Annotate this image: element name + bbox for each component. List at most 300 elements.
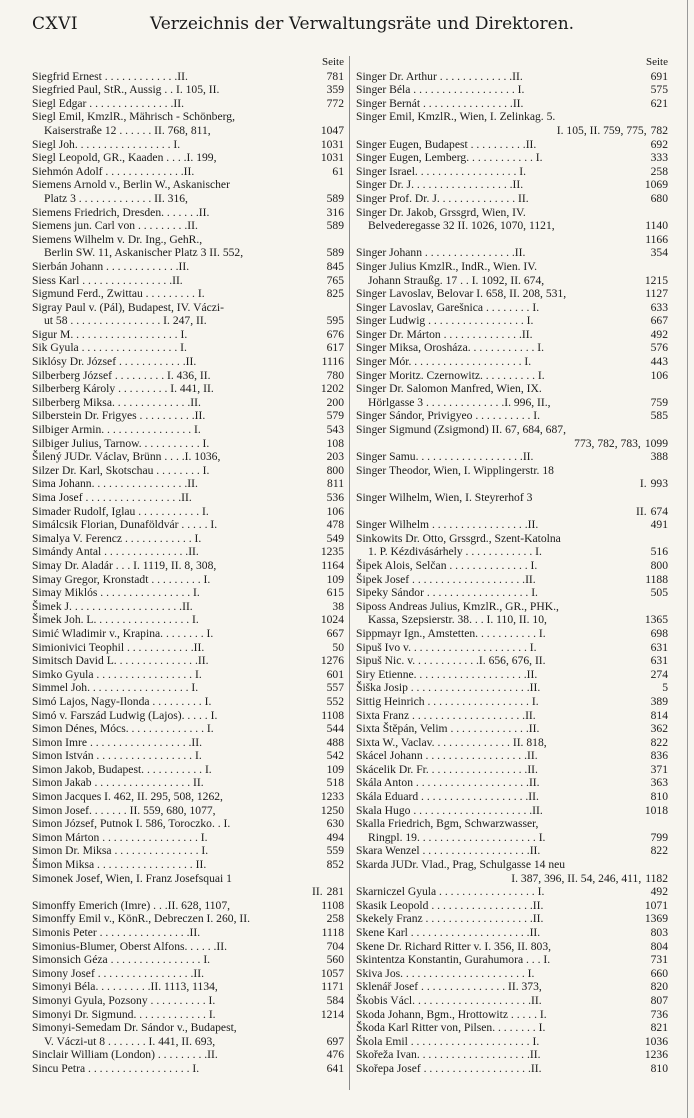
index-entry [32, 967, 344, 981]
index-entry [356, 627, 668, 641]
entry-text: Simon Jacques I. 462, II. 295, 508, 1262, [32, 790, 223, 804]
index-entry [32, 437, 344, 451]
entry-text: Simionivici Teophil . . . . . . . . . . . .II. [32, 640, 205, 654]
entry-page: 736 [650, 1007, 668, 1021]
index-entry [356, 165, 668, 179]
entry-text: Singer Wilhelm, Wien, I. Steyrerhof 3 [356, 491, 533, 504]
entry-text: 773, 782, 783, [574, 436, 641, 450]
entry-text: Singer Dr. J. . . . . . . . . . . . . . . . . .II. [356, 178, 524, 192]
entry-page: 274 [650, 667, 668, 681]
entry-page: 674 [650, 504, 668, 518]
entry-text: Skiva Jos. . . . . . . . . . . . . . . . . . . . . . I. [356, 966, 535, 980]
index-entry [356, 1048, 668, 1062]
entry-page: 660 [650, 966, 668, 980]
entry-text: Siegl Leopold, GR., Kaaden . . . .I. 199, [32, 151, 217, 165]
index-entry [356, 314, 668, 328]
entry-text: Simalya V. Ferencz . . . . . . . . . . . . I. [32, 531, 202, 545]
entry-text: Siegl Edgar . . . . . . . . . . . . . . .II. [32, 96, 184, 110]
entry-page: 359 [326, 83, 344, 97]
entry-text: Siegfried Paul, StR., Aussig . . I. 105, II. [32, 83, 220, 97]
entry-text: Skala Hugo . . . . . . . . . . . . . . . . . . . . .II. [356, 803, 543, 817]
index-entry [32, 545, 344, 559]
entry-page: 759 [650, 395, 668, 409]
entry-page: 800 [326, 463, 344, 477]
entry-page: 1116 [321, 355, 344, 369]
entry-text: Sittig Heinrich . . . . . . . . . . . . . . . . . . I. [356, 694, 539, 708]
entry-page: 354 [650, 246, 668, 260]
index-entry [32, 151, 344, 165]
entry-page: 589 [326, 219, 344, 233]
entry-text: Singer Eugen, Budapest . . . . . . . . . .II. [356, 137, 537, 151]
entry-text: Simay Gregor, Kronstadt . . . . . . . . . I. [32, 572, 211, 586]
entry-text: Sipeky Sándor . . . . . . . . . . . . . . . . . . I. [356, 586, 538, 600]
entry-text: Skarda JUDr. Vlad., Prag, Schulgasse 14 neu [356, 858, 566, 872]
entry-page: 443 [650, 355, 668, 369]
index-entry [356, 668, 668, 682]
index-entry [32, 464, 344, 478]
entry-page: 200 [326, 395, 344, 409]
entry-page: 505 [650, 586, 668, 600]
index-entry [32, 695, 344, 709]
entry-text: Silbiger Armin. . . . . . . . . . . . . . . . I. [32, 423, 201, 437]
index-entry [356, 97, 668, 111]
entry-text: Sixta Franz . . . . . . . . . . . . . . . . . . . .II. [356, 708, 536, 722]
index-entry [32, 586, 344, 600]
entry-text: Simonsich Géza . . . . . . . . . . . . . . . . I. [32, 953, 211, 967]
entry-page [664, 532, 668, 546]
entry-text: ut 58 . . . . . . . . . . . . . . . . I. 247, II. [44, 314, 207, 328]
index-entry [356, 613, 668, 627]
index-entry [356, 722, 668, 736]
entry-page: 820 [650, 980, 668, 994]
entry-text: Šimek J. . . . . . . . . . . . . . . . . . . .II. [32, 599, 193, 613]
entry-text: Singer Samu. . . . . . . . . . . . . . . . . . .II. [356, 450, 534, 464]
entry-page: 258 [326, 912, 344, 926]
entry-text: Skene Karl . . . . . . . . . . . . . . . . . . . . .II. [356, 926, 541, 939]
entry-page: 697 [326, 1034, 344, 1048]
index-entry [32, 641, 344, 655]
page-number: CXVI [32, 14, 79, 34]
entry-text: Silberberg Miksa. . . . . . . . . . . . . .II. [32, 395, 201, 409]
index-entry [32, 1048, 344, 1062]
entry-text: Simon Márton . . . . . . . . . . . . . . . . . I. [32, 830, 208, 844]
entry-page [340, 301, 344, 315]
entry-page: 667 [650, 314, 668, 328]
index-entry [32, 301, 344, 315]
entry-page: 1236 [644, 1048, 668, 1062]
index-entry [356, 926, 668, 940]
entry-text: Siklósy Dr. József . . . . . . . . . . . .II. [32, 355, 197, 369]
index-entry [32, 532, 344, 546]
entry-text: V. Váczi-ut 8 . . . . . . . I. 441, II. 693, [44, 1034, 216, 1048]
entry-text: Simonek Josef, Wien, I. Franz Josefsquai 1 [32, 871, 232, 885]
index-entry [356, 151, 668, 165]
index-entry [32, 776, 344, 790]
entry-text: Sima Josef . . . . . . . . . . . . . . . . .II. [32, 491, 192, 504]
index-entry [32, 994, 344, 1008]
index-entry [32, 246, 344, 260]
entry-page: 492 [650, 327, 668, 341]
index-entry [32, 83, 344, 97]
index-entry [32, 396, 344, 410]
entry-text: Singer Sándor, Privigyeo . . . . . . . . . . I. [356, 409, 541, 423]
entry-page: 667 [326, 626, 344, 640]
entry-text: Silberstein Dr. Frigyes . . . . . . . . . .II. [32, 409, 206, 423]
entry-text: Simon Dénes, Mócs. . . . . . . . . . . . . . I. [32, 722, 214, 736]
index-entry [356, 749, 668, 763]
index-entry [356, 763, 668, 777]
entry-text: Simić Wladimir v., Krapina. . . . . . . . I. [32, 626, 214, 640]
entry-page: 1171 [321, 980, 344, 994]
entry-page [664, 110, 668, 124]
entry-page: 557 [326, 681, 344, 695]
entry-page: 106 [650, 368, 668, 382]
index-entry [356, 559, 668, 573]
index-entry [32, 559, 344, 573]
entry-page: 780 [326, 368, 344, 382]
entry-page: 765 [326, 273, 344, 287]
index-entry [356, 1008, 668, 1022]
entry-text: Sima Johann. . . . . . . . . . . . . . . . .II. [32, 477, 198, 491]
entry-text: I. 105, II. 759, 775, [556, 123, 647, 137]
index-entry [356, 600, 668, 614]
right-column-heading: Seite [646, 56, 668, 68]
index-entry [356, 980, 668, 994]
entry-text: Simon István . . . . . . . . . . . . . . . . . I. [32, 749, 202, 763]
entry-text: Simon Dr. Miksa . . . . . . . . . . . . . . . I. [32, 844, 209, 858]
entry-text: Singer Emil, KmzlR., Wien, I. Zelinkag. 5. [356, 110, 556, 124]
entry-page: 575 [650, 83, 668, 97]
entry-text: Skarniczel Gyula . . . . . . . . . . . . . . . . . I. [356, 885, 545, 899]
entry-text: Simonis Peter . . . . . . . . . . . . . . . .II. [32, 926, 201, 939]
entry-text: Skácelik Dr. Fr. . . . . . . . . . . . . . . . . .II. [356, 762, 538, 776]
index-entry [32, 369, 344, 383]
index-entry [32, 831, 344, 845]
entry-text: Sigur M. . . . . . . . . . . . . . . . . . . I. [32, 327, 188, 341]
entry-text: Singer Dr. Arthur . . . . . . . . . . . . .II. [356, 69, 523, 83]
index-entry [32, 110, 344, 124]
index-entry [356, 790, 668, 804]
entry-page [664, 382, 668, 396]
index-entry [356, 899, 668, 913]
index-entry [356, 178, 668, 192]
entry-page: 542 [326, 749, 344, 763]
entry-text: Simitsch David L. . . . . . . . . . . . . . .II. [32, 654, 209, 668]
entry-page: 584 [326, 993, 344, 1007]
entry-text: Siegl Joh. . . . . . . . . . . . . . . . . I. [32, 137, 181, 151]
index-entry [32, 341, 344, 355]
entry-text: Simálcsik Florian, Dunaföldvár . . . . . I. [32, 518, 218, 532]
entry-text: Simon Jakab . . . . . . . . . . . . . . . . . II. [32, 776, 204, 790]
entry-text: Sigmund Ferd., Zwittau . . . . . . . . . I. [32, 287, 205, 301]
index-entry [32, 953, 344, 967]
entry-page: 1365 [644, 613, 668, 627]
entry-text: II. [635, 504, 647, 518]
entry-page: 1215 [644, 273, 668, 287]
index-entry [32, 178, 344, 192]
page-title: Verzeichnis der Verwaltungsräte und Direktoren. [150, 14, 575, 34]
index-entry [356, 953, 668, 967]
index-entry [356, 1035, 668, 1049]
entry-text: Singer Miksa, Orosháza. . . . . . . . . . . . I. [356, 341, 545, 355]
entry-page: 389 [650, 694, 668, 708]
entry-page: 1276 [320, 654, 344, 668]
entry-page: 617 [326, 341, 344, 355]
index-entry [32, 1021, 344, 1035]
entry-page: 363 [650, 776, 668, 790]
entry-text: Siehmón Adolf . . . . . . . . . . . . . .II. [32, 164, 195, 178]
entry-text: Simó Lajos, Nagy-Ilonda . . . . . . . . . I. [32, 694, 212, 708]
entry-page [664, 600, 668, 614]
entry-text: Sippmayr Ign., Amstetten. . . . . . . . . . . I. [356, 626, 546, 640]
entry-text: Simmel Joh. . . . . . . . . . . . . . . . . . I. [32, 681, 199, 695]
index-entry [356, 532, 668, 546]
entry-page [664, 423, 668, 437]
entry-text: Berlin SW. 11, Askanischer Platz 3 II. 552, [44, 246, 244, 260]
entry-text: Skála Eduard . . . . . . . . . . . . . . . . . . .II. [356, 790, 539, 804]
entry-page: 281 [326, 885, 344, 899]
index-entry [32, 790, 344, 804]
entry-text: Sinkowits Dr. Otto, Grssgrd., Szent-Katolna [356, 531, 561, 545]
index-entry [356, 437, 668, 451]
entry-text: Skara Wenzel . . . . . . . . . . . . . . . . . . .II. [356, 844, 541, 858]
entry-page: 494 [326, 830, 344, 844]
entry-text: Šipek Josef . . . . . . . . . . . . . . . . . . . .II. [356, 572, 536, 586]
index-entry [32, 328, 344, 342]
index-entry [32, 627, 344, 641]
entry-page: 810 [650, 1061, 668, 1075]
index-entry [356, 518, 668, 532]
entry-page [664, 817, 668, 831]
entry-page: 108 [326, 436, 344, 450]
entry-page: 50 [332, 640, 344, 654]
entry-page: 821 [650, 1021, 668, 1035]
index-entry [356, 206, 668, 220]
entry-page: 1108 [321, 898, 344, 912]
index-entry [32, 668, 344, 682]
entry-page: 203 [326, 450, 344, 464]
entry-text: Simony Josef . . . . . . . . . . . . . . . . .II. [32, 966, 204, 980]
index-entry [356, 464, 668, 478]
entry-page: 362 [650, 722, 668, 736]
entry-text: Singer Wilhelm . . . . . . . . . . . . . . . . .II. [356, 518, 539, 532]
index-entry [32, 709, 344, 723]
entry-page: 549 [326, 531, 344, 545]
entry-text: Siegl Emil, KmzlR., Mährisch - Schönberg, [32, 110, 235, 124]
entry-page: 476 [326, 1048, 344, 1062]
index-entry [356, 654, 668, 668]
index-entry [32, 505, 344, 519]
entry-text: Siemens Friedrich, Dresden. . . . . . .II. [32, 205, 210, 219]
index-entry [356, 641, 668, 655]
entry-page: 1188 [645, 572, 668, 586]
entry-page: 1018 [644, 803, 668, 817]
index-entry [32, 573, 344, 587]
entry-text: Singer Ludwig . . . . . . . . . . . . . . . . . I. [356, 314, 534, 328]
index-entry [356, 328, 668, 342]
entry-text: Simon Imre . . . . . . . . . . . . . . . . . .II. [32, 735, 203, 749]
entry-text: Sik Gyula . . . . . . . . . . . . . . . . . I. [32, 341, 187, 355]
entry-text: Simon Josef. . . . . . . II. 559, 680, 1077, [32, 803, 216, 817]
entry-page: 579 [326, 409, 344, 423]
entry-page: 772 [326, 96, 344, 110]
index-entry [356, 450, 668, 464]
entry-text: Simonyi Gyula, Pozsony . . . . . . . . . . I. [32, 993, 216, 1007]
entry-text: Sipuš Nic. v. . . . . . . . . . . .I. 656, 676, II. [356, 654, 546, 668]
entry-page: 1031 [320, 137, 344, 151]
entry-text: Šiška Josip . . . . . . . . . . . . . . . . . . . . .II. [356, 681, 541, 695]
entry-text: Hörlgasse 3 . . . . . . . . . . . . . .I. 996, II., [368, 395, 551, 409]
entry-page: 589 [326, 246, 344, 260]
entry-text: Simándy Antal . . . . . . . . . . . . . . .II. [32, 545, 199, 559]
entry-page: 492 [650, 885, 668, 899]
entry-page: 804 [650, 939, 668, 953]
index-entry [32, 1062, 344, 1076]
entry-text: I. 387, 396, II. 54, 246, 411, [511, 871, 642, 885]
entry-page [340, 1021, 344, 1035]
index-entry [356, 831, 668, 845]
entry-page: 803 [650, 926, 668, 939]
page-edge-line [687, 0, 688, 1118]
index-entry [32, 274, 344, 288]
entry-text: Skořepa Josef . . . . . . . . . . . . . . . . . . .II. [356, 1061, 542, 1075]
entry-page: 1031 [320, 151, 344, 165]
index-entry [32, 219, 344, 233]
entry-text: Silzer Dr. Karl, Skotschau . . . . . . . . I. [32, 463, 210, 477]
index-entry [32, 844, 344, 858]
entry-page: 704 [326, 939, 344, 953]
entry-page: 1369 [644, 912, 668, 926]
index-entry [32, 722, 344, 736]
index-entry [356, 124, 668, 138]
entry-page: 536 [326, 491, 344, 504]
entry-text: Singer Bernát . . . . . . . . . . . . . . . .II. [356, 96, 524, 110]
entry-text: Siemens Arnold v., Berlin W., Askanischer [32, 178, 230, 192]
index-entry [32, 912, 344, 926]
entry-page: 516 [650, 545, 668, 559]
index-entry [356, 110, 668, 124]
entry-text: Simonyi-Semedam Dr. Sándor v., Budapest, [32, 1021, 237, 1035]
entry-text: Singer Lavoslav, Belovar I. 658, II. 208, 531, [356, 287, 567, 301]
entry-text: Simonius-Blumer, Oberst Alfons. . . . . .II. [32, 939, 228, 953]
entry-text: Singer Israel. . . . . . . . . . . . . . . . . . I. [356, 164, 527, 178]
entry-text: Siess Karl . . . . . . . . . . . . . . . .II. [32, 273, 183, 287]
entry-text: Simon Jakob, Budapest. . . . . . . . . . . I. [32, 762, 212, 776]
index-entry [356, 192, 668, 206]
entry-page: 631 [650, 654, 668, 668]
index-entry [356, 274, 668, 288]
entry-page: 822 [650, 735, 668, 749]
entry-page: 845 [326, 259, 344, 273]
entry-text: Kassa, Szepsierstr. 38. . . I. 110, II. 10, [368, 613, 547, 627]
index-entry [32, 681, 344, 695]
index-entry [356, 233, 668, 247]
index-entry [356, 1062, 668, 1076]
index-entry [32, 97, 344, 111]
entry-text: Simay Miklós . . . . . . . . . . . . . . . . I. [32, 586, 200, 600]
entry-page: 691 [650, 69, 668, 83]
entry-page: 852 [326, 858, 344, 872]
entry-page: 388 [650, 450, 668, 464]
entry-page: 692 [650, 137, 668, 151]
index-entry [356, 545, 668, 559]
index-entry [32, 763, 344, 777]
entry-page [340, 233, 344, 247]
entry-text: Silberberg Károly . . . . . . . . . I. 441, II. [32, 382, 214, 396]
entry-page: 621 [650, 96, 668, 110]
entry-page: 814 [650, 708, 668, 722]
entry-page: 680 [650, 191, 668, 205]
entry-page: 836 [650, 749, 668, 763]
index-entry [356, 287, 668, 301]
entry-text: Singer Béla . . . . . . . . . . . . . . . . . . I. [356, 83, 525, 97]
index-entry [32, 518, 344, 532]
entry-page: 641 [326, 1061, 344, 1075]
index-entry [356, 912, 668, 926]
entry-text: Simko Gyula . . . . . . . . . . . . . . . . . I. [32, 667, 202, 681]
entry-text: Šimek Joh. L. . . . . . . . . . . . . . . . . I. [32, 613, 199, 627]
index-entry [32, 1035, 344, 1049]
index-entry [32, 423, 344, 437]
index-entry [32, 192, 344, 206]
entry-page: 1024 [320, 613, 344, 627]
entry-text: Singer Eugen, Lemberg. . . . . . . . . . . . I. [356, 151, 543, 165]
index-entry [356, 260, 668, 274]
entry-text: II. [311, 885, 323, 899]
entry-page: 1108 [321, 708, 344, 722]
entry-page: 1047 [320, 123, 344, 137]
entry-page: 1127 [645, 287, 668, 301]
index-entry [356, 736, 668, 750]
index-entry [32, 382, 344, 396]
right-column [356, 56, 668, 1076]
index-entry [356, 573, 668, 587]
entry-page: 585 [650, 409, 668, 423]
entry-page: 106 [326, 504, 344, 518]
entry-page: 811 [327, 477, 344, 491]
entry-page: 478 [326, 518, 344, 532]
entry-page: 1166 [645, 232, 668, 246]
entry-page: 807 [650, 993, 668, 1007]
entry-text: Simonyi Dr. Sigmund. . . . . . . . . . . . . I. [32, 1007, 216, 1021]
index-entry [32, 124, 344, 138]
entry-text: Singer Mór. . . . . . . . . . . . . . . . . . . . I. [356, 355, 532, 369]
entry-page: 333 [650, 151, 668, 165]
entry-text: Singer Dr. Salomon Manfred, Wien, IX. [356, 382, 542, 396]
entry-page: 1099 [644, 436, 668, 450]
index-entry [32, 233, 344, 247]
index-entry [32, 491, 344, 505]
entry-page: 316 [326, 205, 344, 219]
index-entry [356, 341, 668, 355]
index-entry [356, 994, 668, 1008]
entry-text: Šilený JUDr. Václav, Brünn . . . .I. 1036, [32, 450, 221, 464]
entry-text: Skasik Leopold . . . . . . . . . . . . . . . . . .II. [356, 898, 544, 912]
index-entry [356, 695, 668, 709]
index-entry [356, 709, 668, 723]
entry-text: Siposs Andreas Julius, KmzlR., GR., PHK., [356, 599, 559, 613]
entry-page: 1069 [644, 178, 668, 192]
entry-page: 1140 [645, 219, 668, 233]
index-entry [32, 654, 344, 668]
entry-text: Skořeža Ivan. . . . . . . . . . . . . . . . . . . .II. [356, 1048, 541, 1062]
entry-page: 1202 [320, 382, 344, 396]
index-entry [356, 219, 668, 233]
entry-page: 38 [332, 599, 344, 613]
entry-text: 1. P. Kézdivásárhely . . . . . . . . . . . . I. [368, 545, 542, 559]
entry-page [340, 178, 344, 192]
entry-page: 560 [326, 953, 344, 967]
